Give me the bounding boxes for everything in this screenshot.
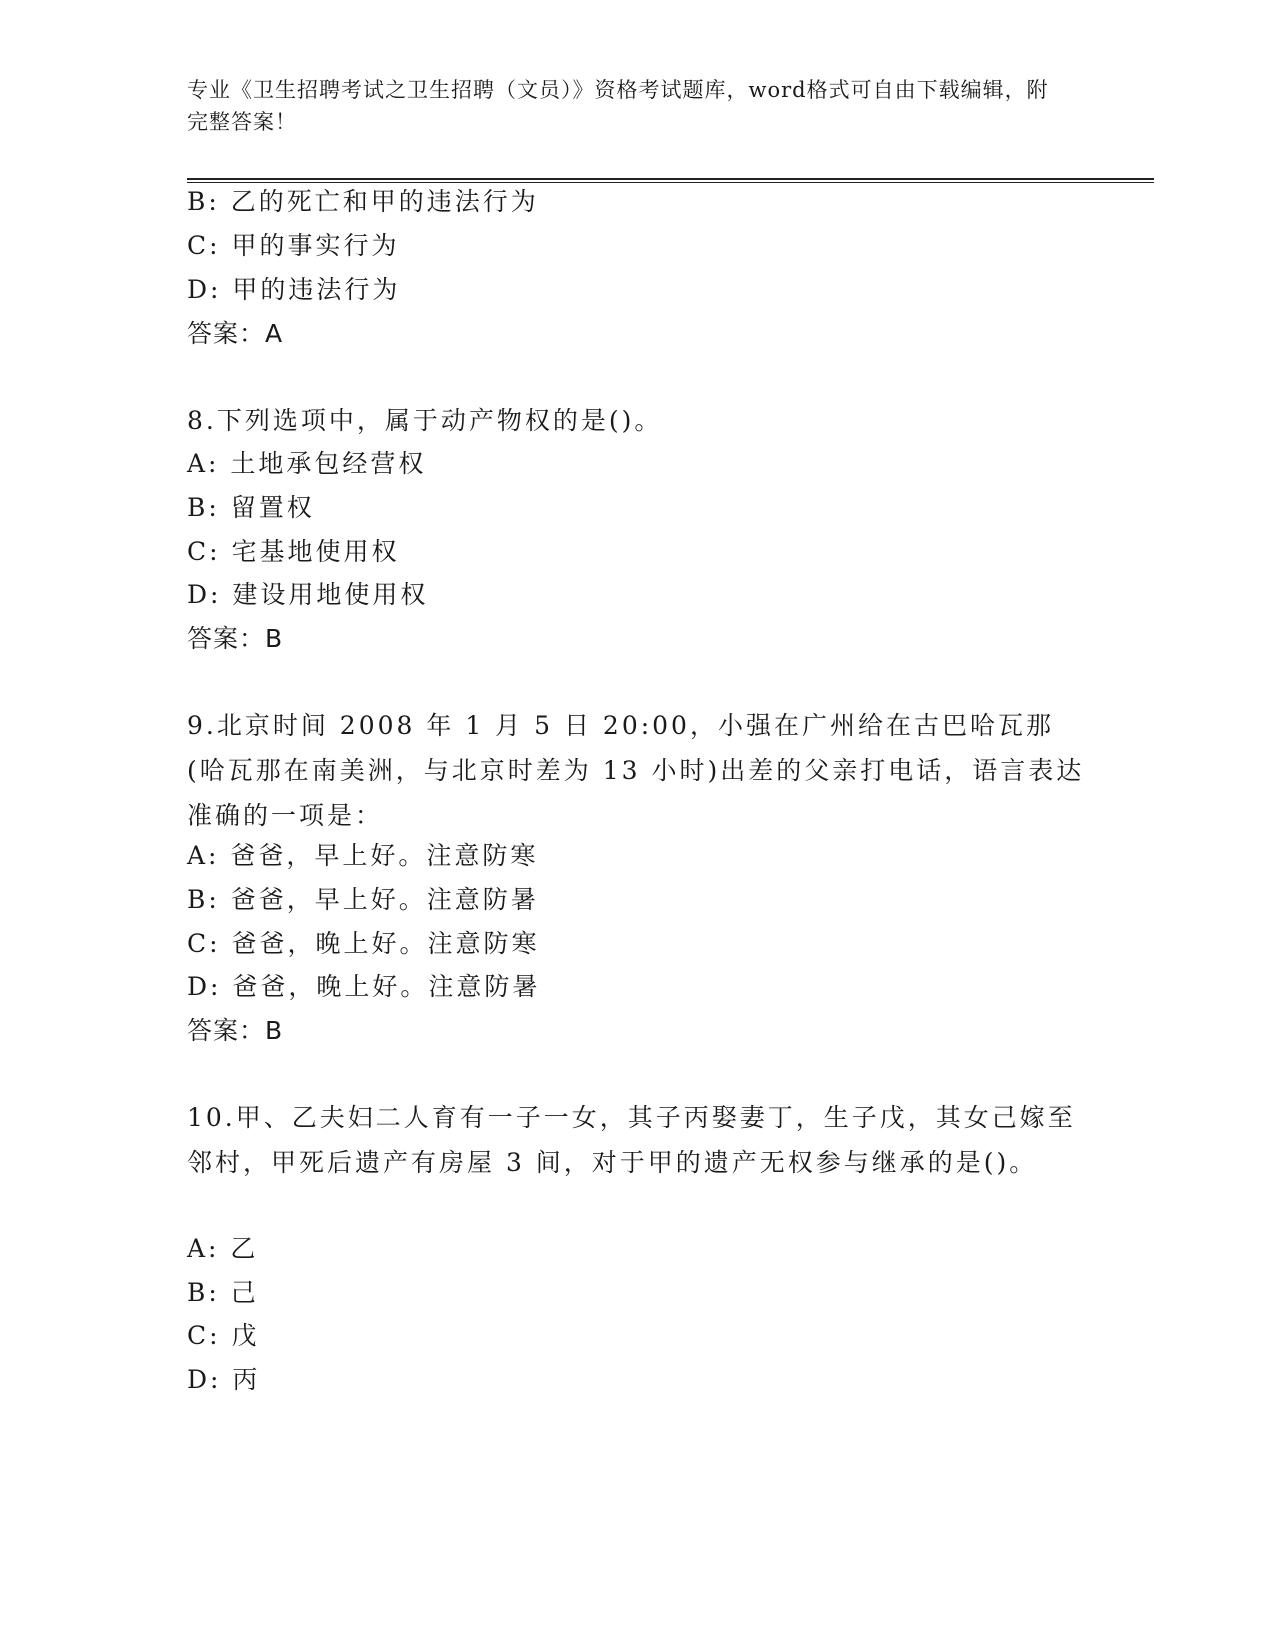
answer: 答案：B bbox=[187, 1016, 284, 1045]
option-a: A: 爸爸，早上好。注意防寒 bbox=[187, 841, 539, 870]
answer: 答案：A bbox=[187, 319, 284, 348]
option-b: B: 爸爸，早上好。注意防暑 bbox=[187, 885, 539, 914]
option-c: C: 戊 bbox=[187, 1321, 260, 1350]
option-c: C: 爸爸，晚上好。注意防寒 bbox=[187, 929, 540, 958]
option-d: D: 甲的违法行为 bbox=[187, 275, 401, 304]
question-8: 8.下列选项中，属于动产物权的是()。 bbox=[187, 406, 663, 435]
document-header: 专业《卫生招聘考试之卫生招聘（文员）》资格考试题库，word格式可自由下载编辑，附完整答案！ bbox=[187, 78, 1049, 134]
option-c: C: 宅基地使用权 bbox=[187, 537, 400, 566]
answer: 答案：B bbox=[187, 624, 284, 653]
question-10: 10.甲、乙夫妇二人育有一子一女，其子丙娶妻丁，生子戊，其女己嫁至邻村，甲死后遗产有房屋 3 间，对于甲的遗产无权参与继承的是()。 bbox=[187, 1103, 1076, 1177]
option-b: B: 己 bbox=[187, 1278, 259, 1307]
option-c: C: 甲的事实行为 bbox=[187, 231, 400, 260]
option-a: A: 土地承包经营权 bbox=[187, 449, 427, 478]
option-a: A: 乙 bbox=[187, 1234, 259, 1263]
option-d: D: 爸爸，晚上好。注意防暑 bbox=[187, 972, 541, 1001]
option-b: B: 乙的死亡和甲的违法行为 bbox=[187, 187, 539, 216]
option-d: D: 丙 bbox=[187, 1365, 261, 1394]
option-d: D: 建设用地使用权 bbox=[187, 580, 429, 609]
header-rule bbox=[187, 178, 1154, 183]
option-b: B: 留置权 bbox=[187, 493, 315, 522]
question-9: 9.北京时间 2008 年 1 月 5 日 20:00，小强在广州给在古巴哈瓦那(哈瓦那在南美洲，与北京时差为 13 小时)出差的父亲打电话，语言表达准确的一项是： bbox=[187, 711, 1085, 830]
